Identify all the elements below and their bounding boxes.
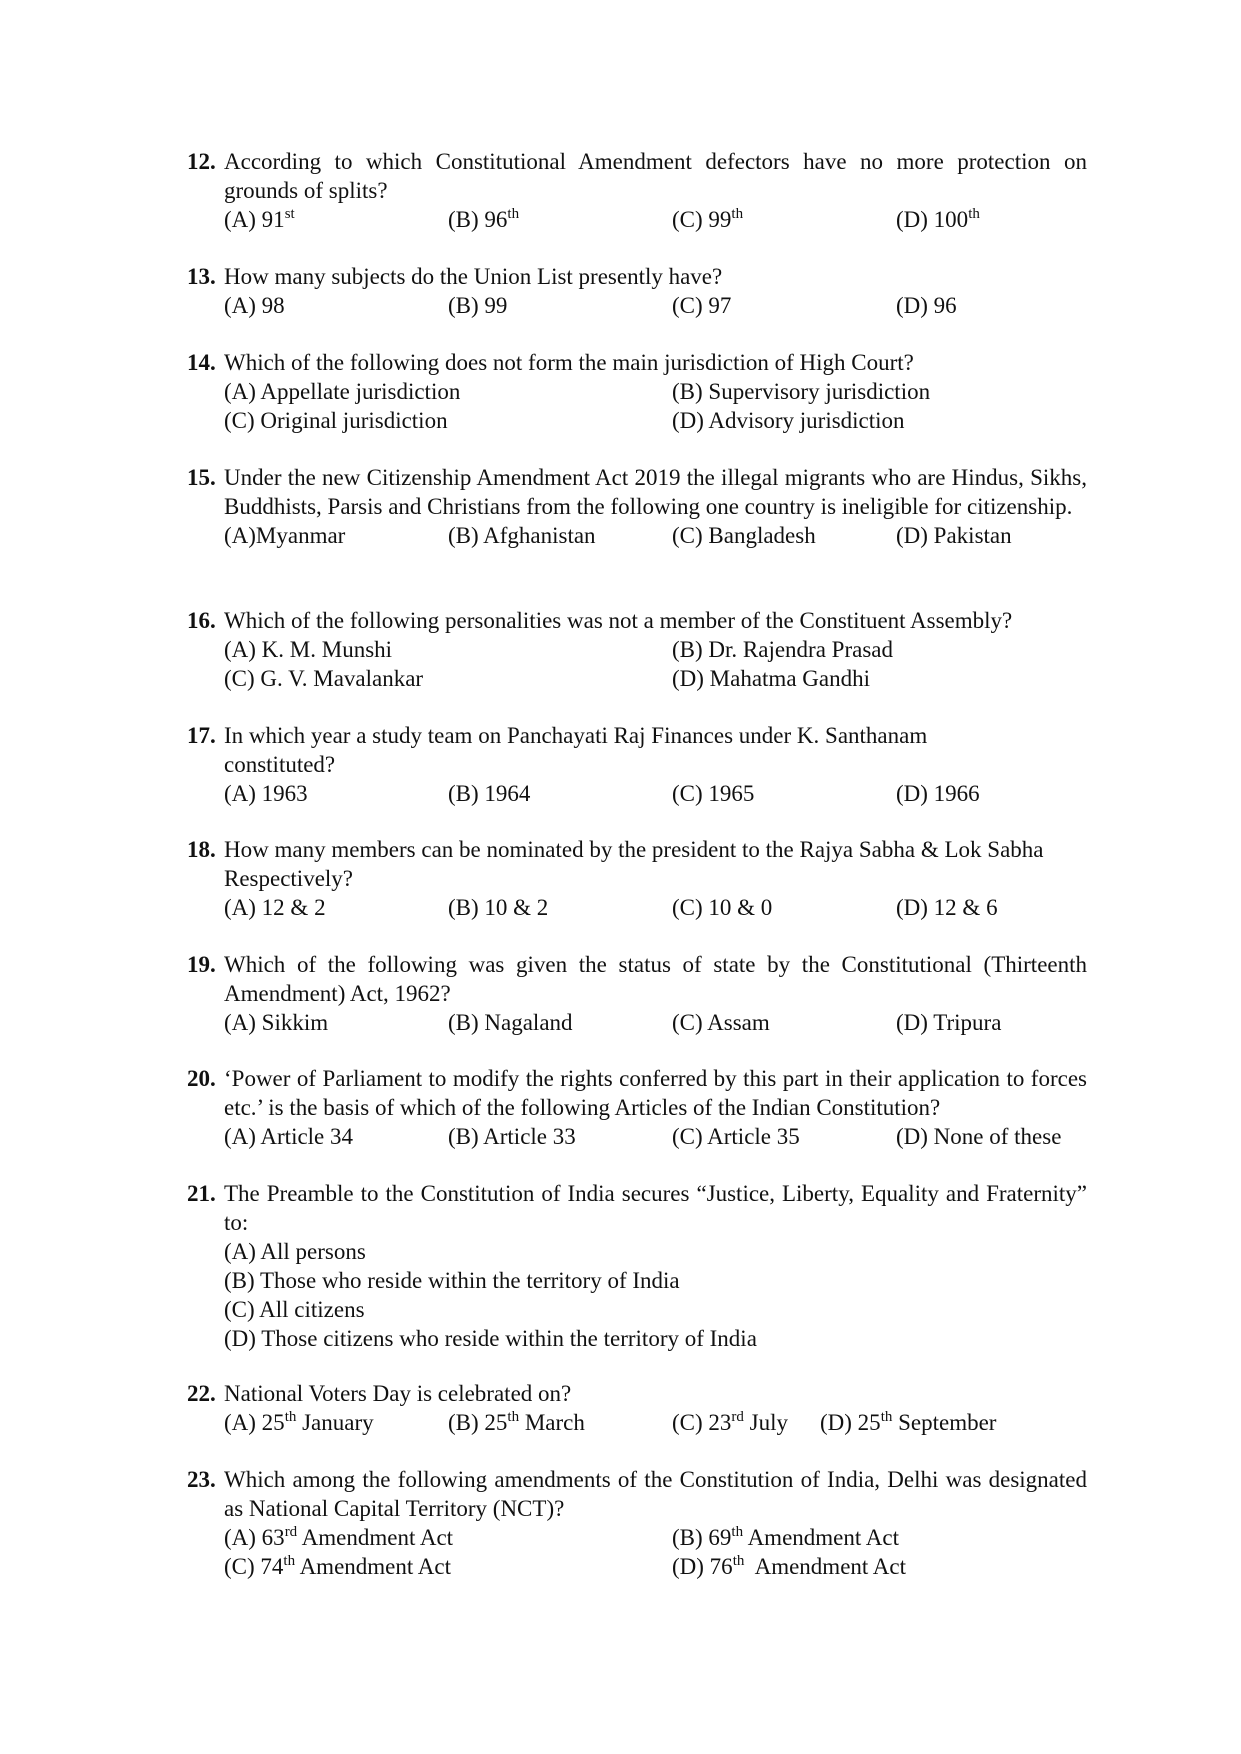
option-a: (A) 25th January: [224, 1409, 374, 1435]
option-b: (B) 99: [448, 293, 508, 318]
question-20: [187, 1064, 1087, 1151]
question-stem: [187, 348, 1087, 377]
option-a: (A)Myanmar: [224, 523, 346, 548]
option-b: (B) Supervisory jurisdiction: [672, 379, 931, 404]
option-b: (B) Those who reside within the territory of India: [224, 1268, 680, 1293]
question-text: According to which Constitutional Amendment defectors have no more protection on grounds of splits?: [224, 149, 1087, 203]
option-d: (D) 12 & 6: [896, 895, 998, 920]
option-b: (B) 69th Amendment Act: [672, 1524, 899, 1550]
option-b: (B) 10 & 2: [448, 895, 549, 920]
option-b: (B) Dr. Rajendra Prasad: [672, 637, 893, 662]
question-text: Which of the following does not form the main jurisdiction of High Court?: [224, 350, 914, 375]
options-row: [224, 521, 1087, 550]
question-stem: [187, 262, 1087, 291]
question-text: Which among the following amendments of the Constitution of India, Delhi was designated as National Capital Territory (NCT)?: [224, 1467, 1087, 1521]
option-a: (A) Article 34: [224, 1124, 354, 1149]
question-number: 18.: [187, 837, 216, 862]
question-13: [187, 262, 1087, 320]
option-d: (D) 25th September: [820, 1409, 997, 1435]
question-number: 19.: [187, 952, 216, 977]
option-b: (B) 96th: [448, 206, 520, 232]
option-d: (D) None of these: [896, 1124, 1062, 1149]
question-text: How many members can be nominated by the president to the Rajya Sabha & Lok Sabha Respectively?: [224, 837, 1044, 891]
option-d: (D) 100th: [896, 206, 980, 232]
option-a: (A) Sikkim: [224, 1010, 329, 1035]
question-number: 12.: [187, 149, 216, 174]
options-grid: [224, 635, 1087, 693]
question-22: [187, 1379, 1087, 1437]
option-c: (C) G. V. Mavalankar: [224, 666, 424, 691]
options-row: [224, 779, 1087, 808]
option-d: (D) Pakistan: [896, 523, 1012, 548]
option-a: (A) Appellate jurisdiction: [224, 379, 461, 404]
option-a: (A) 1963: [224, 781, 308, 806]
option-b: (B) Article 33: [448, 1124, 576, 1149]
option-c: (C) 1965: [672, 781, 755, 806]
question-12: [187, 147, 1087, 234]
option-b: (B) Nagaland: [448, 1010, 573, 1035]
option-b: (B) 25th March: [448, 1409, 585, 1435]
question-16: [187, 606, 1087, 693]
option-b: (B) 1964: [448, 781, 531, 806]
option-c: (C) 97: [672, 293, 732, 318]
question-text: Which of the following personalities was not a member of the Constituent Assembly?: [224, 608, 1013, 633]
option-a: (A) 12 & 2: [224, 895, 326, 920]
question-text: ‘Power of Parliament to modify the rights conferred by this part in their application to forces etc.’ is the basis of which of the following Articles of the Indian Constitution?: [224, 1066, 1087, 1120]
options-row: [224, 893, 1087, 922]
option-d: (D) Those citizens who reside within the territory of India: [224, 1326, 757, 1351]
question-stem: [187, 835, 1087, 893]
question-18: [187, 835, 1087, 922]
question-number: 20.: [187, 1066, 216, 1091]
question-stem: [187, 1379, 1087, 1408]
question-23: [187, 1465, 1087, 1581]
question-stem: [187, 147, 1087, 205]
option-a: (A) All persons: [224, 1239, 366, 1264]
option-d: (D) 76th Amendment Act: [672, 1553, 906, 1579]
options-row: [224, 1122, 1087, 1151]
question-text: The Preamble to the Constitution of India secures “Justice, Liberty, Equality and Fraternity” to:: [224, 1181, 1087, 1235]
question-text: Under the new Citizenship Amendment Act 2019 the illegal migrants who are Hindus, Sikhs, Buddhists, Parsis and Christians from the following one country is ineligible for citizenship.: [224, 465, 1087, 519]
question-19: [187, 950, 1087, 1037]
option-a: (A) 91st: [224, 206, 295, 232]
question-stem: [187, 1064, 1087, 1122]
question-number: 23.: [187, 1467, 216, 1492]
option-c: (C) 74th Amendment Act: [224, 1553, 451, 1579]
question-number: 17.: [187, 723, 216, 748]
option-c: (C) Original jurisdiction: [224, 408, 448, 433]
question-stem: [187, 1179, 1087, 1237]
question-17: [187, 721, 1087, 808]
question-number: 16.: [187, 608, 216, 633]
option-d: (D) Tripura: [896, 1010, 1002, 1035]
question-text: National Voters Day is celebrated on?: [224, 1381, 572, 1406]
option-c: (C) 23rd July: [672, 1409, 789, 1435]
option-d: (D) 96: [896, 293, 957, 318]
option-c: (C) 10 & 0: [672, 895, 773, 920]
option-c: (C) 99th: [672, 206, 744, 232]
options-row: [224, 1408, 1087, 1437]
option-d: (D) 1966: [896, 781, 980, 806]
options-row: [224, 1008, 1087, 1037]
question-text: Which of the following was given the status of state by the Constitutional (Thirteenth Amendment) Act, 1962?: [224, 952, 1087, 1006]
question-stem: [187, 1465, 1087, 1523]
question-number: 21.: [187, 1181, 216, 1206]
question-number: 14.: [187, 350, 216, 375]
option-c: (C) Bangladesh: [672, 523, 816, 548]
option-d: (D) Mahatma Gandhi: [672, 666, 870, 691]
options-grid: [224, 1523, 1087, 1581]
option-a: (A) K. M. Munshi: [224, 637, 393, 662]
option-a: (A) 63rd Amendment Act: [224, 1524, 454, 1550]
question-21: [187, 1179, 1087, 1353]
question-15: [187, 463, 1087, 550]
question-number: 22.: [187, 1381, 216, 1406]
question-number: 13.: [187, 264, 216, 289]
question-text: In which year a study team on Panchayati Raj Finances under K. Santhanam constituted?: [224, 723, 928, 777]
option-a: (A) 98: [224, 293, 285, 318]
option-c: (C) All citizens: [224, 1297, 365, 1322]
question-stem: [187, 950, 1087, 1008]
question-number: 15.: [187, 465, 216, 490]
question-text: How many subjects do the Union List presently have?: [224, 264, 723, 289]
option-b: (B) Afghanistan: [448, 523, 596, 548]
question-stem: [187, 606, 1087, 635]
question-stem: [187, 463, 1087, 521]
option-c: (C) Article 35: [672, 1124, 800, 1149]
option-d: (D) Advisory jurisdiction: [672, 408, 905, 433]
options-row: [224, 291, 1087, 320]
options-list: [224, 1237, 1087, 1353]
options-grid: [224, 377, 1087, 435]
option-c: (C) Assam: [672, 1010, 770, 1035]
question-14: [187, 348, 1087, 435]
question-stem: [187, 721, 1024, 779]
options-row: [224, 205, 1087, 234]
